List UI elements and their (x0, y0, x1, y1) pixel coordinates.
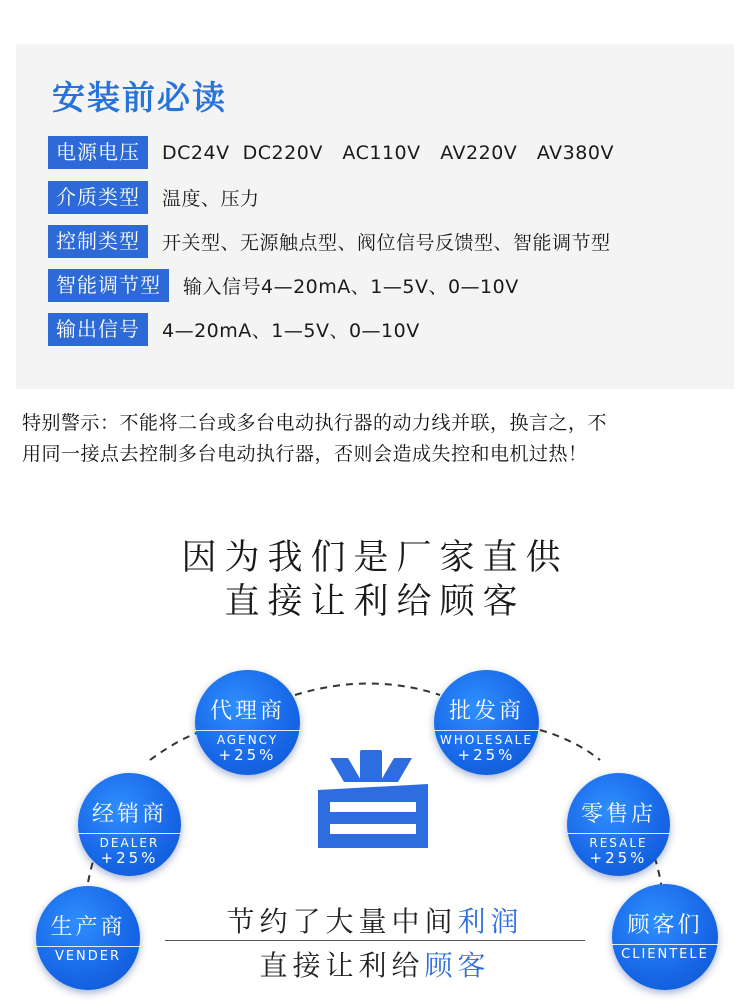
node-english: RESALE (567, 833, 670, 850)
spec-label: 智能调节型 (48, 269, 169, 302)
slogan-highlight: 利润 (457, 905, 524, 938)
spec-value: 开关型、无源触点型、阀位信号反馈型、智能调节型 (162, 232, 611, 254)
node-label: 生产商 (50, 915, 126, 940)
slogan-line-2 (0, 944, 750, 984)
spec-row-voltage (48, 136, 614, 169)
slogan-highlight: 顾客 (424, 949, 491, 982)
node-english: DEALER (78, 833, 181, 850)
node-markup: +25% (100, 849, 159, 867)
node-markup: +25% (589, 849, 648, 867)
node-markup: +25% (218, 746, 277, 764)
node-english: CLIENTELE (612, 944, 718, 962)
spec-value: 输入信号4—20mA、1—5V、0—10V (183, 276, 519, 298)
node-label: 零售店 (580, 802, 656, 827)
node-english: WHOLESALE (434, 730, 539, 747)
node-label: 代理商 (209, 699, 285, 724)
slogan-text: 节约了大量中间 (226, 905, 458, 938)
spec-row-medium (48, 181, 260, 214)
spec-row-output (48, 313, 420, 346)
distribution-diagram (0, 650, 750, 1008)
spec-value: 4—20mA、1—5V、0—10V (162, 320, 420, 342)
node-label: 经销商 (91, 802, 167, 827)
spec-label: 输出信号 (48, 313, 148, 346)
node-agency (195, 670, 300, 775)
slogan-text: 直接让利给 (259, 949, 425, 982)
spec-label: 电源电压 (48, 136, 148, 169)
node-markup: +25% (457, 746, 516, 764)
slogan-divider (165, 940, 585, 941)
node-wholesale (434, 670, 539, 775)
spec-label: 介质类型 (48, 181, 148, 214)
spec-label: 控制类型 (48, 225, 148, 258)
node-english: VENDER (36, 946, 140, 964)
spec-value: 温度、压力 (162, 188, 260, 210)
warning-line: 用同一接点去控制多台电动执行器，否则会造成失控和电机过热！ (22, 443, 588, 465)
node-dealer (78, 773, 181, 876)
promo-headline-1: 因为我们是厂家直供 (181, 538, 569, 578)
node-label: 批发商 (448, 699, 524, 724)
spec-row-smart (48, 269, 519, 302)
node-english: AGENCY (195, 730, 300, 747)
promo-headline-2: 直接让利给顾客 (224, 582, 526, 622)
install-title: 安装前必读 (52, 78, 227, 117)
slogan-line-1 (0, 900, 750, 940)
node-resale (567, 773, 670, 876)
node-label: 顾客们 (627, 913, 703, 938)
warning-text (22, 408, 734, 470)
spec-row-control (48, 225, 611, 258)
save-logo-icon (318, 750, 428, 848)
warning-line: 特别警示：不能将二台或多台电动执行器的动力线并联，换言之，不 (22, 412, 608, 434)
spec-value: DC24V DC220V AC110V AV220V AV380V (162, 141, 614, 164)
